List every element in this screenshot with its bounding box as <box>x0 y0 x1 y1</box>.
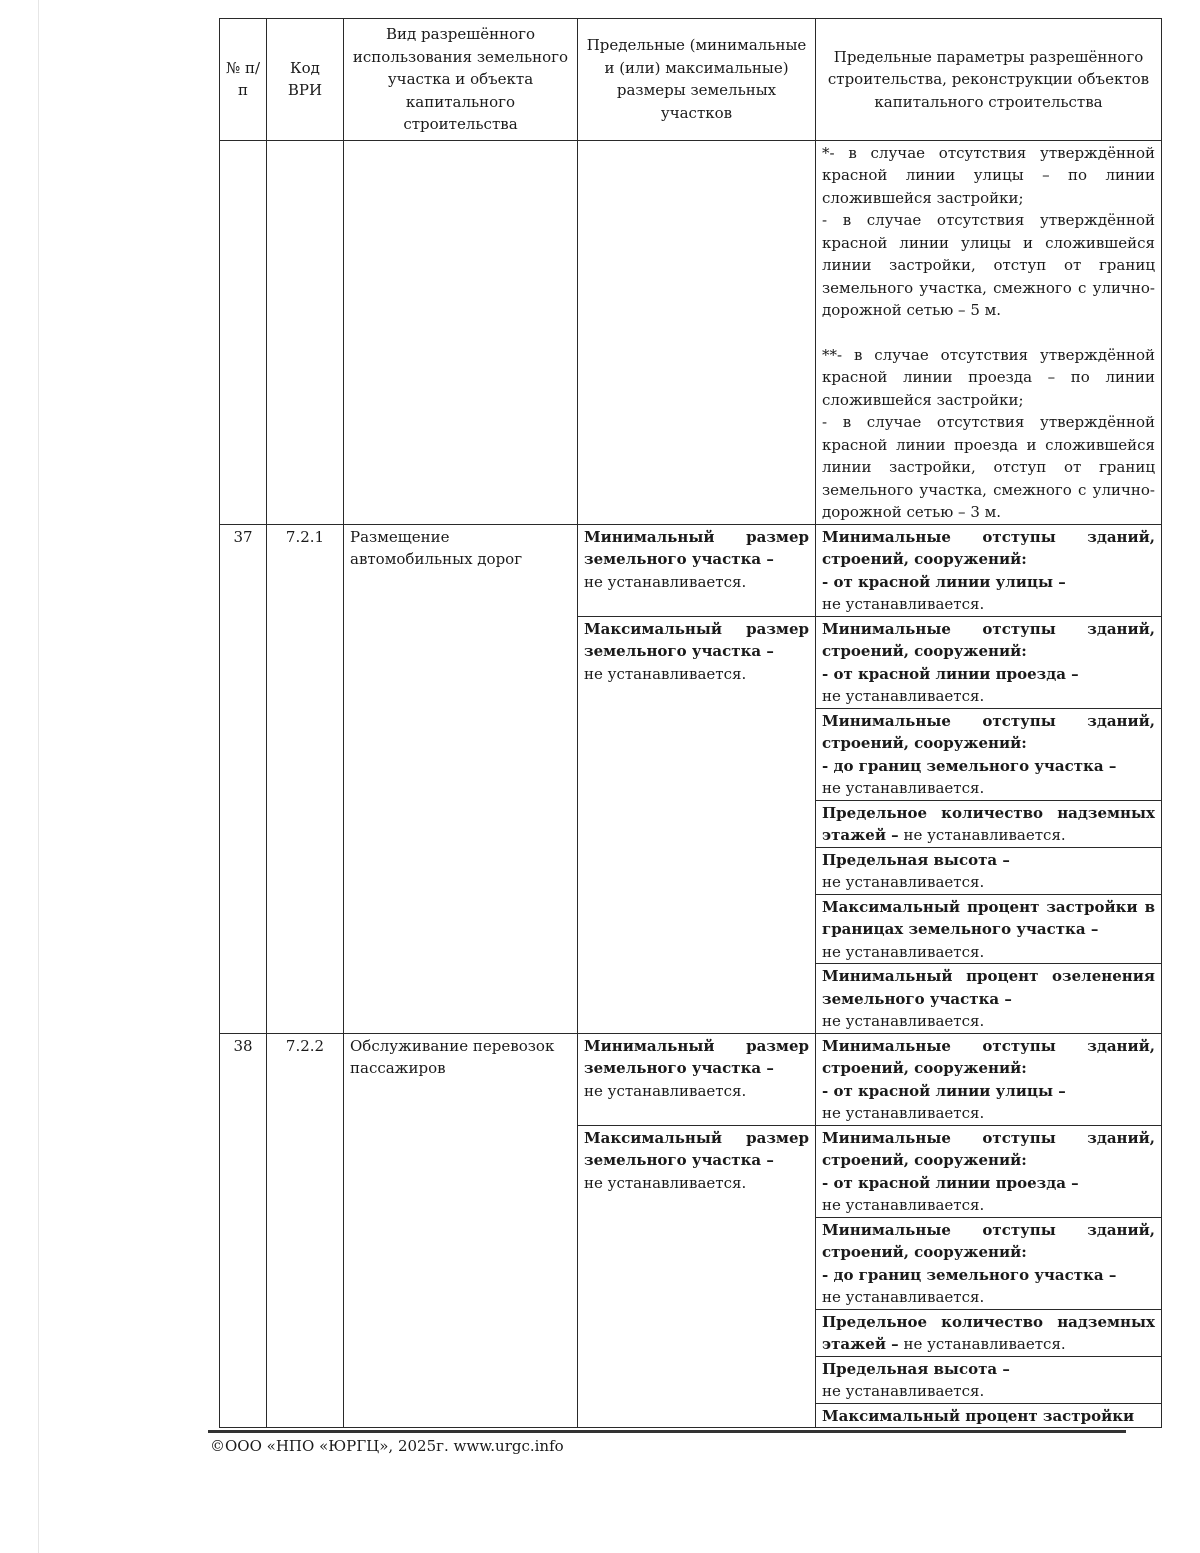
param-label: Минимальные отступы зданий, строений, сооружений: <box>822 1128 1155 1169</box>
param-label: Максимальный процент застройки <box>822 1406 1135 1425</box>
continuation-p2: - в случае отсутствия утверждённой красной линии улицы и сложившейся линии застройки, отступ от границ земельного участка, смежного с улично-дорожной сетью – 5 м. <box>822 211 1155 319</box>
row-number: 38 <box>220 1033 267 1428</box>
continuation-p4: - в случае отсутствия утверждённой красной линии проезда и сложившейся линии застройки, отступ от границ земельного участка, смежного с улично-дорожной сетью – 3 м. <box>822 413 1155 521</box>
continuation-cell <box>816 140 1162 524</box>
table-header-row <box>220 19 1162 141</box>
param-cell <box>816 524 1162 616</box>
param-value: не устанавливается. <box>822 687 985 705</box>
size-min-label: Минимальный размер земельного участка – <box>584 1036 809 1077</box>
param-sublabel: - от красной линии проезда – <box>822 1173 1079 1192</box>
param-cell <box>816 1403 1162 1428</box>
param-value: не устанавливается. <box>822 595 985 613</box>
size-min-cell <box>578 524 816 616</box>
param-label: Минимальные отступы зданий, строений, сооружений: <box>822 527 1155 568</box>
zoning-table <box>219 18 1162 1428</box>
size-min-cell <box>578 1033 816 1125</box>
footer-divider <box>208 1430 1126 1433</box>
row-use: Обслуживание перевозок пассажиров <box>344 1033 578 1428</box>
continuation-p3: **- в случае отсутствия утверждённой красной линии проезда – по линии сложившейся застройки; <box>822 345 1155 409</box>
param-label: Максимальный процент застройки в границах земельного участка – <box>822 897 1155 938</box>
param-cell <box>816 1125 1162 1217</box>
param-label: Минимальные отступы зданий, строений, сооружений: <box>822 619 1155 660</box>
param-label: Минимальные отступы зданий, строений, сооружений: <box>822 1036 1155 1077</box>
param-label: Предельное количество надземных этажей – <box>822 1312 1155 1353</box>
param-label: Минимальный процент озеленения земельного участка – <box>822 967 1155 1008</box>
footer-copyright: ©ООО «НПО «ЮРГЦ», 2025г. www.urgc.info <box>210 1437 564 1455</box>
param-label: Предельная высота – <box>822 1359 1010 1378</box>
header-params: Предельные параметры разрешённого строительства, реконструкции объектов капитального строительства <box>816 19 1162 141</box>
param-cell <box>816 964 1162 1034</box>
header-no: № п/п <box>220 19 267 141</box>
param-value: не устанавливается. <box>903 826 1066 844</box>
param-label: Минимальные отступы зданий, строений, сооружений: <box>822 711 1155 752</box>
continuation-row <box>220 140 1162 524</box>
table-row <box>220 1033 1162 1125</box>
param-label: Предельная высота – <box>822 850 1010 869</box>
size-max-value: не устанавливается. <box>584 664 747 683</box>
param-value: не устанавливается. <box>822 1012 985 1030</box>
param-value: не устанавливается. <box>903 1335 1066 1353</box>
param-cell <box>816 1033 1162 1125</box>
size-max-value: не устанавливается. <box>584 1173 747 1192</box>
row-number: 37 <box>220 524 267 1033</box>
param-sublabel: - от красной линии улицы – <box>822 1081 1066 1100</box>
table-row <box>220 524 1162 616</box>
param-cell <box>816 708 1162 800</box>
param-cell <box>816 847 1162 894</box>
size-max-cell <box>578 1125 816 1428</box>
param-sublabel: - от красной линии проезда – <box>822 664 1079 683</box>
row-code: 7.2.1 <box>267 524 344 1033</box>
header-use: Вид разрешённого использования земельного участка и объекта капитального строительства <box>344 19 578 141</box>
size-max-label: Максимальный размер земельного участка – <box>584 619 809 660</box>
header-size: Предельные (минимальные и (или) максимальные) размеры земельных участков <box>578 19 816 141</box>
param-value: не устанавливается. <box>822 779 985 797</box>
param-cell <box>816 800 1162 847</box>
row-use: Размещение автомобильных дорог <box>344 524 578 1033</box>
param-cell <box>816 1356 1162 1403</box>
document-page <box>219 18 1161 1428</box>
param-value: не устанавливается. <box>822 1382 985 1400</box>
param-label: Предельное количество надземных этажей – <box>822 803 1155 844</box>
param-sublabel: - от красной линии улицы – <box>822 572 1066 591</box>
param-value: не устанавливается. <box>822 1104 985 1122</box>
param-value: не устанавливается. <box>822 873 985 891</box>
param-value: не устанавливается. <box>822 1288 985 1306</box>
param-value: не устанавливается. <box>822 942 985 961</box>
param-cell <box>816 1309 1162 1356</box>
size-min-value: не устанавливается. <box>584 1081 747 1100</box>
row-code: 7.2.2 <box>267 1033 344 1428</box>
size-max-label: Максимальный размер земельного участка – <box>584 1128 809 1169</box>
header-code: Код ВРИ <box>267 19 344 141</box>
param-cell <box>816 616 1162 708</box>
continuation-p1: *- в случае отсутствия утверждённой красной линии улицы – по линии сложившейся застройки; <box>822 143 1155 207</box>
size-min-value: не устанавливается. <box>584 572 747 591</box>
size-max-cell <box>578 616 816 1033</box>
param-cell <box>816 894 1162 964</box>
param-value: не устанавливается. <box>822 1196 985 1214</box>
param-cell <box>816 1217 1162 1309</box>
size-min-label: Минимальный размер земельного участка – <box>584 527 809 568</box>
param-label: Минимальные отступы зданий, строений, сооружений: <box>822 1220 1155 1261</box>
scan-edge <box>38 0 39 1553</box>
param-sublabel: - до границ земельного участка – <box>822 1265 1117 1284</box>
param-sublabel: - до границ земельного участка – <box>822 756 1117 775</box>
